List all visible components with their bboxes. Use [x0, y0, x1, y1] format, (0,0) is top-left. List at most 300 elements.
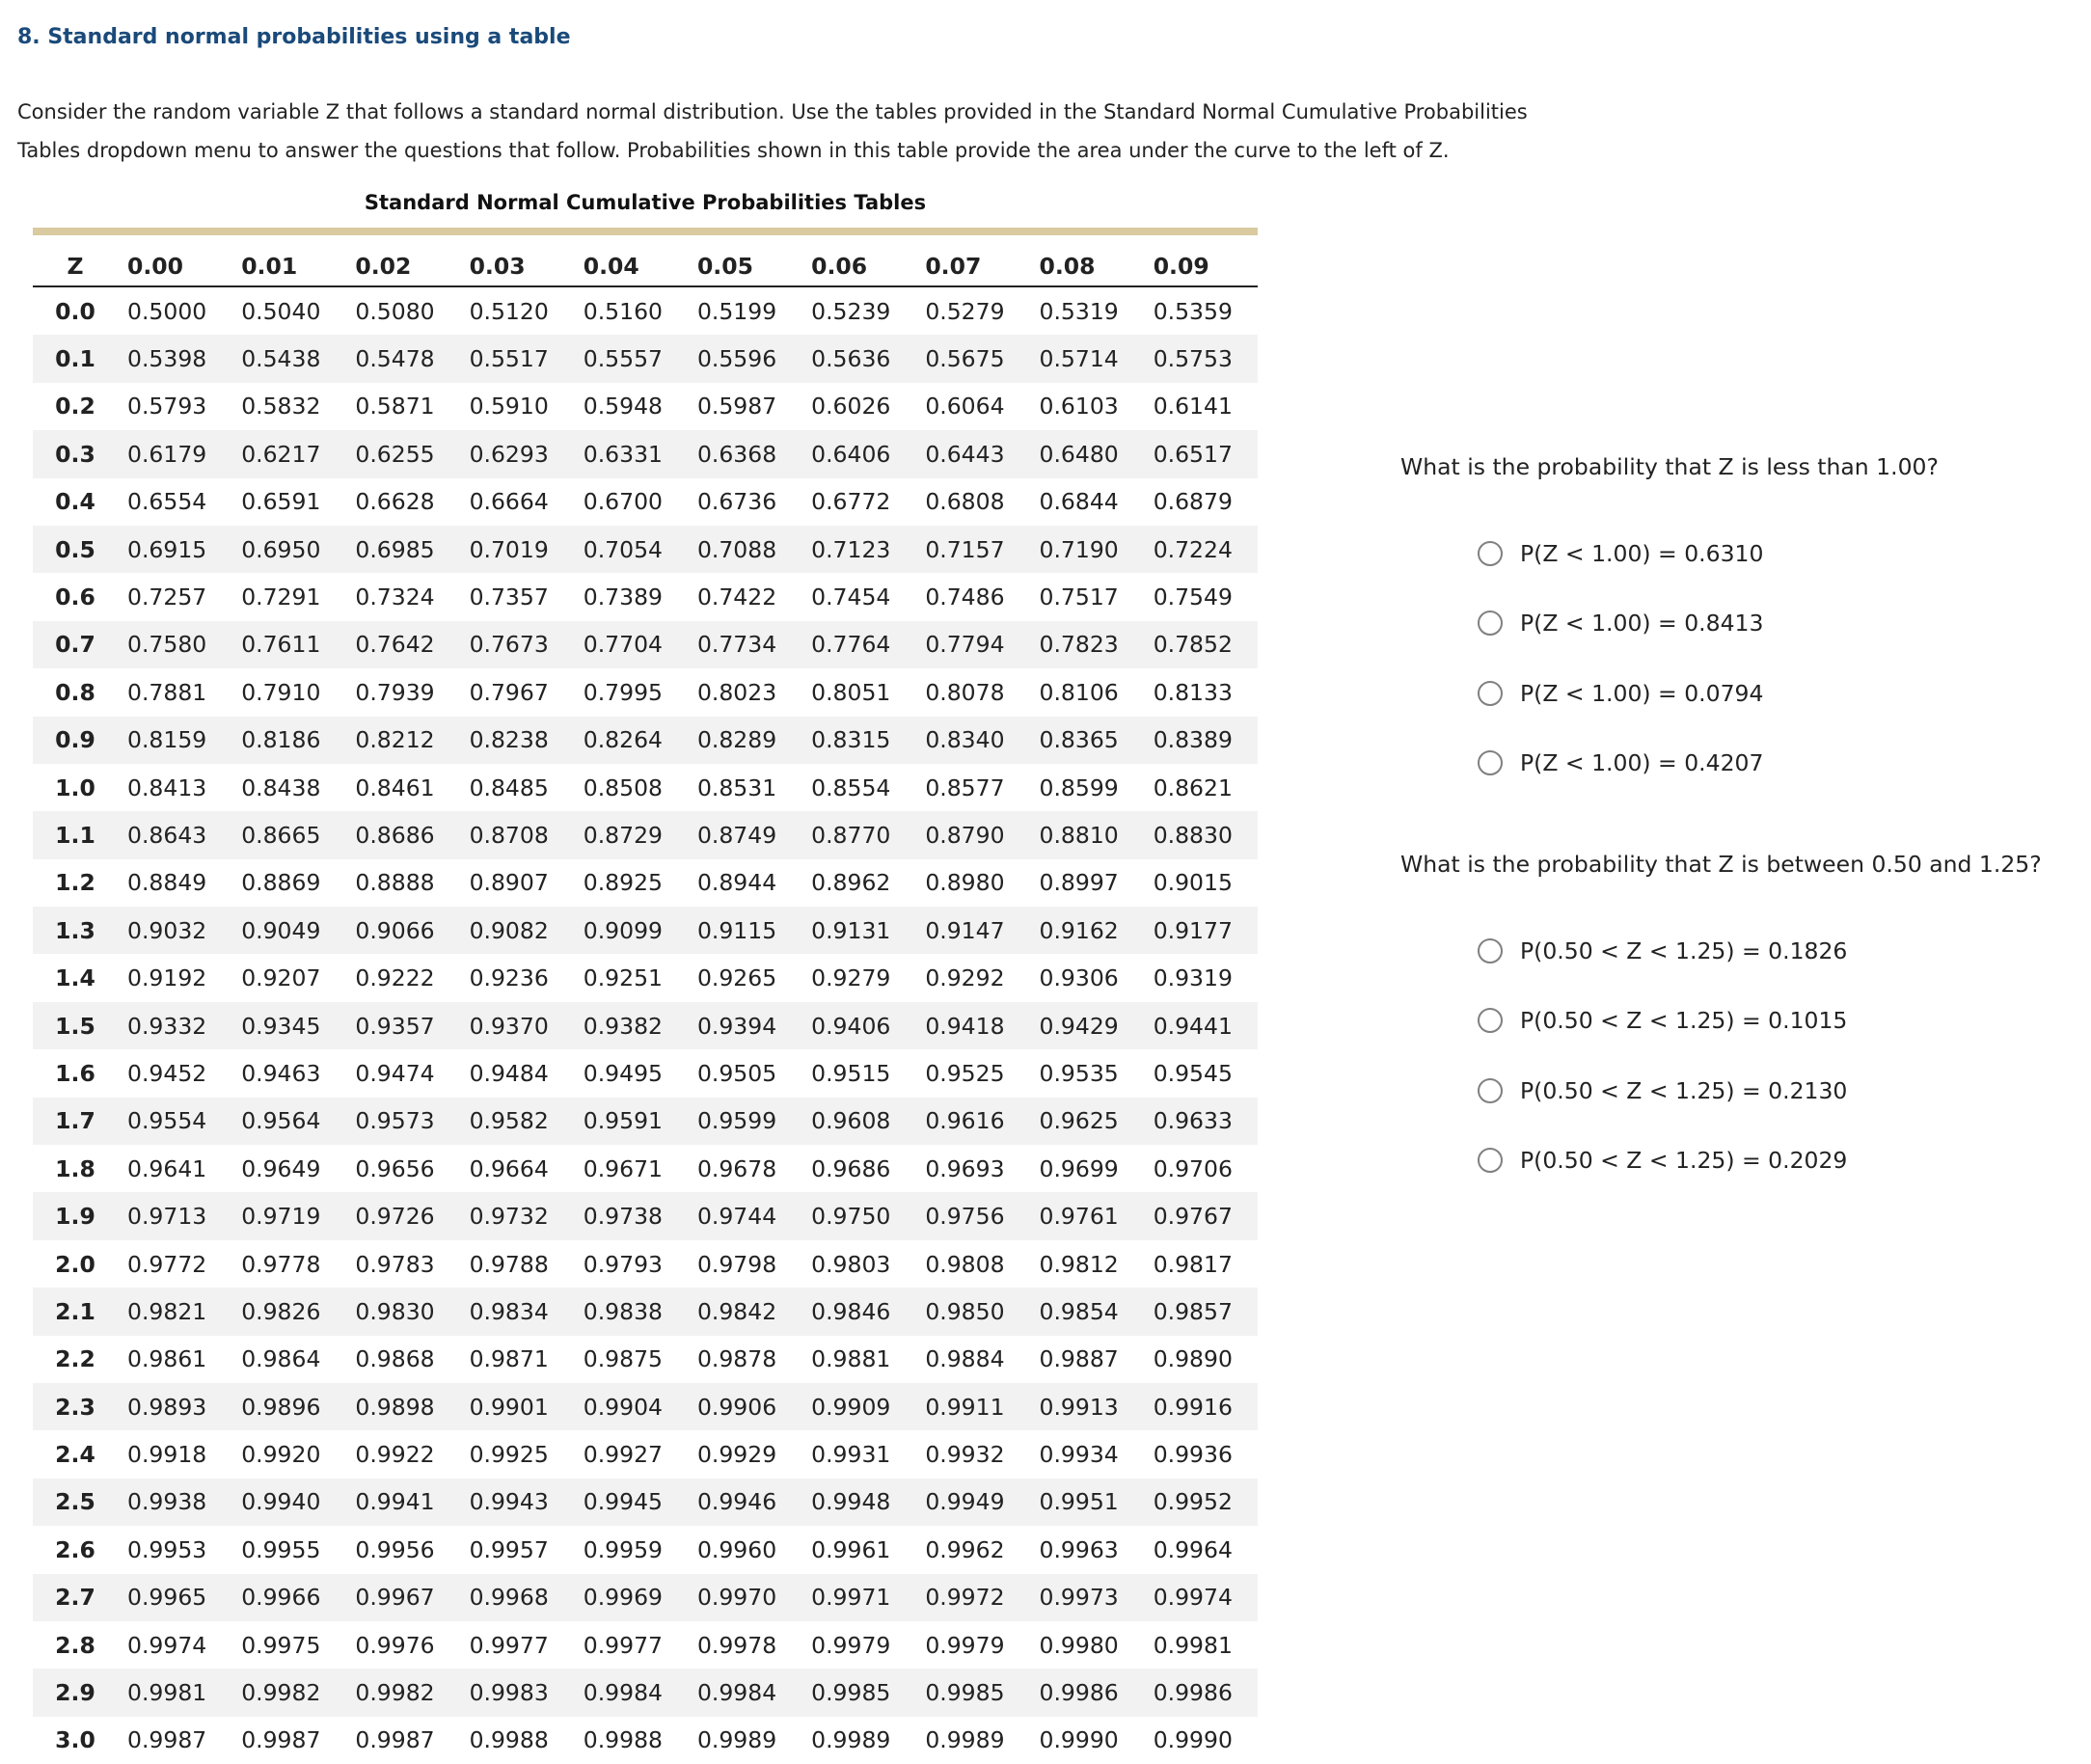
z-table-cell: 0.9699: [1039, 1154, 1119, 1182]
z-table-cell: 0.7389: [583, 583, 663, 611]
z-table-row: [33, 764, 1258, 811]
z-row-label: 2.3: [33, 1383, 118, 1430]
z-table-cell: 0.9756: [915, 1192, 1029, 1239]
z-table-cell: 0.8078: [925, 678, 1005, 706]
z-table-cell: 0.9957: [469, 1535, 549, 1563]
z-table-cell: 0.6026: [811, 393, 891, 421]
radio-button-icon[interactable]: [1478, 541, 1503, 566]
z-table-cell: 0.9525: [925, 1059, 1005, 1087]
z-table-cell: 0.9738: [574, 1192, 688, 1239]
z-table-row: [33, 478, 1258, 526]
z-table-row: [33, 335, 1258, 382]
z-table-cell: 0.7291: [241, 583, 321, 611]
z-table-column-header: 0.08: [1030, 247, 1144, 286]
z-table-cell: 0.9441: [1144, 1002, 1258, 1049]
z-row-label: 2.7: [33, 1574, 118, 1621]
option-label: P(0.50 < Z < 1.25) = 0.2130: [1520, 1076, 1848, 1104]
z-table-cell: 0.8365: [1030, 717, 1144, 764]
z-table-cell: 0.9664: [469, 1154, 549, 1182]
z-table-row: [33, 1669, 1258, 1716]
z-table-cell: 0.9906: [688, 1383, 801, 1430]
z-table-cell: 0.6736: [696, 488, 777, 516]
z-row-label: 0.4: [55, 488, 95, 516]
z-table-row: [33, 717, 1258, 764]
radio-button-icon[interactable]: [1478, 1078, 1503, 1103]
z-table-cell: 0.9726: [345, 1192, 459, 1239]
z-table-cell: 0.8186: [231, 717, 345, 764]
z-table-cell: 0.8051: [811, 678, 891, 706]
z-table-cell: 0.5160: [583, 297, 663, 325]
z-table-cell: 0.9192: [127, 964, 207, 992]
z-table-cell: 0.9484: [469, 1059, 549, 1087]
z-table-cell: 0.9418: [915, 1002, 1029, 1049]
z-table-cell: 0.8485: [469, 773, 549, 801]
question-1-option-1[interactable]: [1478, 519, 1763, 588]
z-table-cell: 0.9452: [127, 1059, 207, 1087]
z-table-cell: 0.9846: [801, 1288, 915, 1335]
z-table-cell: 0.5871: [355, 393, 435, 421]
z-table-cell: 0.8554: [811, 773, 891, 801]
z-table-cell: 0.6331: [574, 430, 688, 477]
z-table-cell: 0.9977: [583, 1631, 663, 1659]
z-table-cell: 0.8577: [925, 773, 1005, 801]
z-table-cell: 0.9990: [1153, 1726, 1233, 1754]
z-table-cell: 0.9319: [1153, 964, 1233, 992]
z-table-cell: 0.9987: [355, 1726, 435, 1754]
z-table-cell: 0.9854: [1030, 1288, 1144, 1335]
z-table-cell: 0.9099: [574, 907, 688, 954]
z-row-label: 2.2: [55, 1345, 95, 1373]
z-table-cell: 0.9949: [915, 1479, 1029, 1526]
z-table-cell: 0.8810: [1030, 811, 1144, 858]
z-table-cell: 0.9968: [460, 1574, 574, 1621]
z-table-cell: 0.5753: [1144, 335, 1258, 382]
z-table-cell: 0.9082: [460, 907, 574, 954]
z-table-row: [33, 526, 1258, 573]
table-caption: Standard Normal Cumulative Probabilities Tables: [364, 191, 927, 214]
z-table-row: [33, 1098, 1258, 1145]
radio-button-icon[interactable]: [1478, 1148, 1503, 1173]
z-table-cell: 0.9812: [1039, 1250, 1119, 1278]
z-table-cell: 0.7967: [469, 678, 549, 706]
z-table-cell: 0.9982: [231, 1669, 345, 1716]
z-table-cell: 0.7486: [925, 583, 1005, 611]
z-table-cell: 0.9972: [915, 1574, 1029, 1621]
z-table-cell: 0.9573: [345, 1098, 459, 1145]
z-table-cell: 0.9842: [688, 1288, 801, 1335]
z-table-cell: 0.9495: [583, 1059, 663, 1087]
z-table-cell: 0.9978: [696, 1631, 777, 1659]
z-table-cell: 0.6368: [688, 430, 801, 477]
z-table-cell: 0.9292: [925, 964, 1005, 992]
z-table-cell: 0.5120: [469, 297, 549, 325]
z-table-cell: 0.9357: [345, 1002, 459, 1049]
z-table-cell: 0.9678: [696, 1154, 777, 1182]
z-table: [33, 247, 1258, 1764]
z-table-header-row: [33, 247, 1258, 286]
z-table-cell: 0.6141: [1153, 393, 1233, 421]
z-table-cell: 0.9962: [925, 1535, 1005, 1563]
z-table-cell: 0.9946: [688, 1479, 801, 1526]
z-table-cell: 0.9545: [1153, 1059, 1233, 1087]
z-table-cell: 0.7549: [1153, 583, 1233, 611]
z-table-cell: 0.9115: [688, 907, 801, 954]
z-table-cell: 0.9803: [811, 1250, 891, 1278]
question-2-option-1[interactable]: [1478, 916, 1847, 986]
z-table-cell: 0.9984: [574, 1669, 688, 1716]
question-2-option-4[interactable]: [1478, 1126, 1847, 1195]
intro-text: [17, 93, 1561, 170]
z-table-cell: 0.9979: [811, 1631, 891, 1659]
z-table-cell: 0.6915: [118, 526, 231, 573]
z-row-label: 0.0: [55, 297, 95, 325]
z-table-column-header: 0.07: [915, 247, 1029, 286]
z-table-cell: 0.5636: [801, 335, 915, 382]
z-table-cell: 0.5832: [241, 393, 321, 421]
z-table-cell: 0.8749: [688, 811, 801, 858]
z-row-label: 3.0: [55, 1726, 95, 1754]
z-table-cell: 0.6255: [345, 430, 459, 477]
z-table-cell: 0.9916: [1144, 1383, 1258, 1430]
z-table-cell: 0.5557: [574, 335, 688, 382]
z-table-cell: 0.9850: [915, 1288, 1029, 1335]
z-table-cell: 0.9474: [355, 1059, 435, 1087]
z-table-cell: 0.9871: [469, 1345, 549, 1373]
z-table-cell: 0.8944: [696, 869, 777, 897]
z-column-header: Z: [33, 247, 118, 286]
z-table-cell: 0.8790: [915, 811, 1029, 858]
z-table-cell: 0.9988: [583, 1726, 663, 1754]
z-table-row: [33, 954, 1258, 1001]
z-table-cell: 0.5040: [241, 297, 321, 325]
z-row-label: 0.7: [33, 621, 118, 668]
z-table-column-header: 0.05: [688, 247, 801, 286]
z-table-cell: 0.6772: [811, 488, 891, 516]
z-table-cell: 0.7088: [688, 526, 801, 573]
z-table-cell: 0.7852: [1144, 621, 1258, 668]
z-table-cell: 0.6554: [127, 488, 207, 516]
radio-button-icon[interactable]: [1478, 611, 1503, 636]
z-table-cell: 0.9591: [574, 1098, 688, 1145]
z-table-cell: 0.9981: [118, 1669, 231, 1716]
z-table-cell: 0.9767: [1144, 1192, 1258, 1239]
z-table-cell: 0.9989: [811, 1726, 891, 1754]
z-table-cell: 0.9857: [1144, 1288, 1258, 1335]
z-table-cell: 0.9719: [231, 1192, 345, 1239]
z-table-cell: 0.9955: [241, 1535, 321, 1563]
z-table-cell: 0.5359: [1153, 297, 1233, 325]
intro-line-2: Tables dropdown menu to answer the questions that follow. Probabilities shown in this table provide the area under the curve to the left of Z.: [17, 139, 1450, 162]
z-table-body: [33, 286, 1258, 1764]
z-table-cell: 0.9965: [118, 1574, 231, 1621]
z-table-cell: 0.9772: [127, 1250, 207, 1278]
z-table-cell: 0.9649: [241, 1154, 321, 1182]
z-table-column-header: 0.02: [345, 247, 459, 286]
z-table-cell: 0.9131: [801, 907, 915, 954]
radio-button-icon[interactable]: [1478, 750, 1503, 775]
z-table-cell: 0.9953: [127, 1535, 207, 1563]
z-row-label: 2.0: [55, 1250, 95, 1278]
z-table-cell: 0.8770: [801, 811, 915, 858]
z-row-label: 2.1: [33, 1288, 118, 1335]
z-table-cell: 0.9904: [574, 1383, 688, 1430]
z-table-cell: 0.6700: [583, 488, 663, 516]
z-table-cell: 0.9066: [345, 907, 459, 954]
z-row-label: 2.4: [55, 1441, 95, 1469]
z-table-column-header: 0.06: [801, 247, 915, 286]
z-table-cell: 0.8686: [345, 811, 459, 858]
z-table-cell: 0.8708: [460, 811, 574, 858]
z-table-row: [33, 859, 1258, 907]
z-table-cell: 0.9976: [355, 1631, 435, 1659]
z-table-cell: 0.9952: [1144, 1479, 1258, 1526]
z-table-column-header: 0.09: [1144, 247, 1258, 286]
z-table-row: [33, 430, 1258, 477]
radio-button-icon[interactable]: [1478, 938, 1503, 963]
z-table-cell: 0.9599: [688, 1098, 801, 1145]
z-table-cell: 0.9265: [696, 964, 777, 992]
z-table-cell: 0.9893: [118, 1383, 231, 1430]
z-table-cell: 0.6480: [1030, 430, 1144, 477]
z-row-label: 0.1: [33, 335, 118, 382]
question-1-prompt: What is the probability that Z is less than 1.00?: [1400, 453, 1939, 480]
z-table-cell: 0.9977: [469, 1631, 549, 1659]
question-1-options: [1478, 519, 1763, 798]
z-table-cell: 0.8389: [1144, 717, 1258, 764]
z-table-cell: 0.5319: [1039, 297, 1119, 325]
z-table-row: [33, 621, 1258, 668]
z-table-cell: 0.9986: [1144, 1669, 1258, 1716]
option-label: P(0.50 < Z < 1.25) = 0.2029: [1520, 1147, 1848, 1175]
z-table-cell: 0.9887: [1039, 1345, 1119, 1373]
z-table-cell: 0.9913: [1030, 1383, 1144, 1430]
question-1-option-2[interactable]: [1478, 588, 1763, 658]
z-table-cell: 0.9984: [688, 1669, 801, 1716]
z-table-cell: 0.9966: [231, 1574, 345, 1621]
z-table-cell: 0.9830: [345, 1288, 459, 1335]
z-table-cell: 0.9964: [1153, 1535, 1233, 1563]
radio-button-icon[interactable]: [1478, 681, 1503, 706]
z-row-label: 0.3: [33, 430, 118, 477]
z-row-label: 0.9: [33, 717, 118, 764]
z-table-cell: 0.6879: [1153, 488, 1233, 516]
z-table-cell: 0.9656: [355, 1154, 435, 1182]
z-table-cell: 0.9983: [460, 1669, 574, 1716]
z-table-cell: 0.9896: [231, 1383, 345, 1430]
z-table-cell: 0.9505: [696, 1059, 777, 1087]
z-table-cell: 0.9616: [915, 1098, 1029, 1145]
z-table-cell: 0.9750: [801, 1192, 915, 1239]
z-table-cell: 0.7910: [241, 678, 321, 706]
z-row-label: 0.2: [55, 393, 95, 421]
z-table-cell: 0.7454: [811, 583, 891, 611]
caption-rule: [33, 228, 1258, 235]
z-table-column-header: 0.00: [118, 247, 231, 286]
option-label: P(Z < 1.00) = 0.8413: [1520, 610, 1764, 638]
z-table-row: [33, 1383, 1258, 1430]
z-table-cell: 0.9963: [1039, 1535, 1119, 1563]
z-table-cell: 0.9960: [696, 1535, 777, 1563]
z-table-cell: 0.9956: [355, 1535, 435, 1563]
z-table-cell: 0.7157: [915, 526, 1029, 573]
z-table-cell: 0.7611: [231, 621, 345, 668]
z-table-row: [33, 573, 1258, 620]
z-table-row: [33, 1526, 1258, 1573]
question-2-option-3[interactable]: [1478, 1056, 1847, 1126]
z-table-cell: 0.8888: [355, 869, 435, 897]
z-table-cell: 0.5517: [460, 335, 574, 382]
z-table-cell: 0.9817: [1153, 1250, 1233, 1278]
z-table-row: [33, 383, 1258, 430]
radio-button-icon[interactable]: [1478, 1008, 1503, 1033]
z-table-cell: 0.8599: [1039, 773, 1119, 801]
z-table-cell: 0.9783: [355, 1250, 435, 1278]
z-table-cell: 0.8438: [241, 773, 321, 801]
z-table-cell: 0.8997: [1039, 869, 1119, 897]
z-table-cell: 0.9761: [1030, 1192, 1144, 1239]
z-table-cell: 0.7257: [127, 583, 207, 611]
z-table-row: [33, 1240, 1258, 1288]
z-table-cell: 0.8508: [583, 773, 663, 801]
z-table-cell: 0.9049: [231, 907, 345, 954]
option-label: P(0.50 < Z < 1.25) = 0.1015: [1520, 1007, 1848, 1035]
z-table-cell: 0.9881: [811, 1345, 891, 1373]
z-table-cell: 0.9969: [574, 1574, 688, 1621]
z-row-label: 0.5: [33, 526, 118, 573]
z-table-cell: 0.9162: [1030, 907, 1144, 954]
page-title: 8. Standard normal probabilities using a table: [17, 25, 571, 49]
z-table-row: [33, 1049, 1258, 1097]
z-row-label: 2.9: [33, 1669, 118, 1716]
z-table-cell: 0.9834: [460, 1288, 574, 1335]
z-table-cell: 0.8962: [811, 869, 891, 897]
z-table-cell: 0.9793: [583, 1250, 663, 1278]
z-table-cell: 0.9564: [231, 1098, 345, 1145]
z-table-cell: 0.8980: [925, 869, 1005, 897]
z-table-cell: 0.9798: [696, 1250, 777, 1278]
z-table-cell: 0.9207: [241, 964, 321, 992]
z-table-cell: 0.9922: [355, 1441, 435, 1469]
z-table-column-header: 0.01: [231, 247, 345, 286]
z-table-cell: 0.6950: [231, 526, 345, 573]
z-table-cell: 0.8869: [241, 869, 321, 897]
z-table-column-header: 0.03: [460, 247, 574, 286]
z-table-cell: 0.9975: [241, 1631, 321, 1659]
z-row-label: 1.4: [55, 964, 95, 992]
z-row-label: 1.5: [33, 1002, 118, 1049]
z-table-cell: 0.9948: [801, 1479, 915, 1526]
z-table-cell: 0.9535: [1039, 1059, 1119, 1087]
z-table-cell: 0.9864: [241, 1345, 321, 1373]
z-table-cell: 0.9929: [696, 1441, 777, 1469]
question-1-option-3[interactable]: [1478, 659, 1763, 728]
z-table-cell: 0.9971: [801, 1574, 915, 1621]
z-table-cell: 0.9671: [583, 1154, 663, 1182]
z-row-label: 0.6: [55, 583, 95, 611]
z-table-cell: 0.9932: [925, 1441, 1005, 1469]
z-table-cell: 0.9838: [574, 1288, 688, 1335]
z-table-cell: 0.6217: [231, 430, 345, 477]
z-table-cell: 0.7764: [801, 621, 915, 668]
z-table-row: [33, 1145, 1258, 1192]
z-table-cell: 0.5398: [118, 335, 231, 382]
z-table-cell: 0.5438: [231, 335, 345, 382]
z-table-cell: 0.9918: [127, 1441, 207, 1469]
z-table-cell: 0.9884: [925, 1345, 1005, 1373]
z-table-cell: 0.9959: [583, 1535, 663, 1563]
z-table-cell: 0.9898: [345, 1383, 459, 1430]
z-table-cell: 0.9940: [231, 1479, 345, 1526]
z-row-label: 0.8: [55, 678, 95, 706]
z-table-cell: 0.9985: [801, 1669, 915, 1716]
z-table-cell: 0.9015: [1153, 869, 1233, 897]
z-row-label: 2.8: [55, 1631, 95, 1659]
z-table-cell: 0.9931: [811, 1441, 891, 1469]
z-table-cell: 0.7190: [1030, 526, 1144, 573]
z-table-cell: 0.5279: [925, 297, 1005, 325]
z-row-label: 1.1: [33, 811, 118, 858]
z-table-cell: 0.8212: [345, 717, 459, 764]
z-table-cell: 0.8925: [583, 869, 663, 897]
question-2-option-2[interactable]: [1478, 986, 1847, 1055]
z-table-cell: 0.7123: [801, 526, 915, 573]
z-table-cell: 0.9985: [915, 1669, 1029, 1716]
z-row-label: 1.6: [55, 1059, 95, 1087]
z-table-cell: 0.5596: [688, 335, 801, 382]
z-table-cell: 0.8849: [127, 869, 207, 897]
option-label: P(0.50 < Z < 1.25) = 0.1826: [1520, 937, 1848, 965]
z-table-cell: 0.9382: [574, 1002, 688, 1049]
z-table-cell: 0.7734: [688, 621, 801, 668]
z-table-cell: 0.9970: [688, 1574, 801, 1621]
z-table-cell: 0.9515: [811, 1059, 891, 1087]
z-table-cell: 0.7939: [355, 678, 435, 706]
z-table-cell: 0.7673: [460, 621, 574, 668]
z-table-row: [33, 811, 1258, 858]
z-table-cell: 0.8264: [574, 717, 688, 764]
z-table-cell: 0.7704: [574, 621, 688, 668]
z-table-cell: 0.5910: [469, 393, 549, 421]
question-2-prompt: What is the probability that Z is between 0.50 and 1.25?: [1400, 851, 2042, 878]
z-table-cell: 0.8729: [574, 811, 688, 858]
z-table-cell: 0.9706: [1153, 1154, 1233, 1182]
z-table-cell: 0.5948: [583, 393, 663, 421]
z-table-cell: 0.9943: [460, 1479, 574, 1526]
z-table-cell: 0.9890: [1153, 1345, 1233, 1373]
z-table-cell: 0.9981: [1153, 1631, 1233, 1659]
z-table-cell: 0.9625: [1030, 1098, 1144, 1145]
z-table-row: [33, 1621, 1258, 1669]
z-table-cell: 0.7019: [460, 526, 574, 573]
z-table-cell: 0.9686: [811, 1154, 891, 1182]
z-table-cell: 0.6517: [1144, 430, 1258, 477]
z-table-row: [33, 1002, 1258, 1049]
z-table-cell: 0.9713: [118, 1192, 231, 1239]
question-1-option-4[interactable]: [1478, 728, 1763, 798]
z-row-label: 1.9: [33, 1192, 118, 1239]
z-table-cell: 0.5793: [127, 393, 207, 421]
z-table-cell: 0.9987: [241, 1726, 321, 1754]
z-table-cell: 0.8238: [460, 717, 574, 764]
option-label: P(Z < 1.00) = 0.0794: [1520, 679, 1764, 707]
z-table-cell: 0.9967: [345, 1574, 459, 1621]
z-table-cell: 0.9251: [583, 964, 663, 992]
z-table-cell: 0.6103: [1039, 393, 1119, 421]
z-table-cell: 0.9986: [1030, 1669, 1144, 1716]
z-table-cell: 0.7580: [118, 621, 231, 668]
z-table-row: [33, 1574, 1258, 1621]
z-table-cell: 0.9938: [118, 1479, 231, 1526]
